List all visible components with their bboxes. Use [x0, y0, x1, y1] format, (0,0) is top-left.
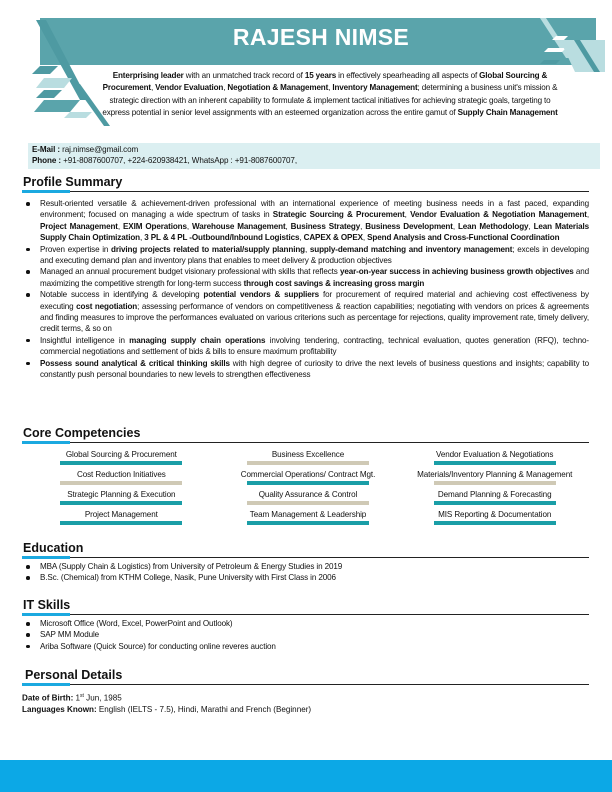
profile-bullet	[22, 358, 589, 381]
competency-bar	[434, 461, 556, 465]
text-segment: ,	[150, 83, 156, 93]
text-segment: involving tendering, contracting, technical evaluation, quotes generation (RFQ), techno-commercial negotiations and settlement of bids & bills to ensure maximum profitability	[40, 335, 589, 357]
highlight-text: CAPEX & OPEX	[303, 233, 363, 243]
section-divider	[22, 684, 589, 685]
section-divider	[22, 557, 589, 558]
competency-label: MIS Reporting & Documentation	[438, 510, 552, 519]
competency-label: Commercial Operations/ Contract Mgt.	[240, 470, 376, 479]
highlight-text: Vendor Evaluation	[155, 83, 224, 93]
highlight-text: 3 PL & 4 PL -Outbound/Inbound Logistics	[144, 233, 300, 243]
text-segment: ,	[362, 233, 368, 243]
highlight-text: Negotiation & Management	[227, 83, 329, 93]
section-title: Core Competencies	[23, 426, 141, 440]
competency-item	[401, 470, 588, 486]
dob-rest: Jun, 1985	[83, 693, 122, 703]
text-segment: ,	[452, 221, 458, 231]
highlight-text: Business Development	[365, 221, 453, 231]
text-segment: ,	[223, 83, 228, 93]
competency-item	[401, 510, 588, 526]
profile-summary-section	[22, 175, 589, 381]
dob-suffix: st	[80, 693, 84, 699]
text-segment: ,	[304, 244, 310, 254]
competency-item	[28, 450, 215, 466]
competency-bar	[434, 521, 556, 525]
text-segment: ,	[586, 210, 589, 220]
it-skills-section	[22, 598, 589, 652]
section-title: Personal Details	[25, 668, 123, 682]
competency-bar	[434, 481, 556, 485]
text-segment: ,	[285, 221, 291, 231]
competency-bar	[247, 521, 369, 525]
competency-label: Project Management	[84, 510, 158, 519]
competency-label: Cost Reduction Initiatives	[76, 470, 166, 479]
highlight-text: potential vendors & suppliers	[203, 290, 320, 300]
text-segment: ,	[528, 221, 534, 231]
languages-label: Languages Known:	[22, 704, 97, 714]
competency-bar	[247, 461, 369, 465]
highlight-text: Supply Chain Management	[457, 108, 558, 118]
contact-box	[28, 143, 600, 169]
it-skill-item: Ariba Software (Quick Source) for conducting online reveres auction	[22, 641, 589, 652]
text-segment: ; assessing performance of vendors on competitiveness & reaction capabilities; negotiating with vendors on prices & agreements and finding measures to improve the performances evaluated on various criterions such as percentage for rejections, quality improvement rate, timely delivery, credit terms, & so on	[40, 301, 589, 334]
competency-label: Strategic Planning & Execution	[67, 490, 176, 499]
highlight-text: Inventory Management	[332, 83, 418, 93]
highlight-text: Enterprising leader	[112, 71, 184, 80]
section-divider	[22, 191, 589, 192]
competency-label: Demand Planning & Forecasting	[437, 490, 552, 499]
highlight-text: Warehouse Management	[192, 221, 286, 231]
text-segment: Result-oriented versatile & achievement-driven professional with an international experience of meeting business needs in a fast paced, expanding environment; focused on managing a wide spectrum of tasks in	[40, 199, 589, 220]
competency-bar	[247, 501, 369, 505]
competency-item	[215, 450, 402, 466]
intro-summary	[100, 70, 560, 120]
text-segment: ,	[404, 210, 411, 220]
competency-item	[215, 490, 402, 506]
profile-bullet	[22, 244, 589, 267]
text-segment: Proven expertise in	[40, 244, 112, 254]
highlight-text: EXIM Operations	[123, 221, 187, 231]
highlight-text: managing supply chain operations	[129, 335, 266, 345]
profile-bullet	[22, 335, 589, 358]
competency-label: Team Management & Leadership	[249, 510, 367, 519]
section-divider	[22, 442, 589, 443]
text-segment: ,	[117, 221, 124, 231]
highlight-text: Possess sound analytical & critical thinking skills	[40, 358, 230, 368]
text-segment: ,	[299, 233, 304, 243]
text-segment: ; determining a business unit's mission & strategic direction with an inherent capability to formulate & implement tactical initiatives for achieving strategic goals, targeting to express potential in senior level assignments with an esteemed organization across the entire gamut of	[102, 83, 558, 118]
text-segment: Notable success in identifying & developing	[40, 290, 204, 300]
competency-bar	[60, 501, 182, 505]
languages-value: English (IELTS - 7.5), Hindi, Marathi and French (Beginner)	[96, 704, 312, 714]
competency-bar	[434, 501, 556, 505]
profile-bullet	[22, 289, 589, 335]
highlight-text: Spend Analysis and Cross-Functional Coordination	[367, 233, 560, 243]
phone-label: Phone :	[32, 156, 61, 165]
education-item: MBA (Supply Chain & Logistics) from University of Petroleum & Energy Studies in 2019	[22, 561, 589, 572]
section-title: IT Skills	[23, 598, 71, 612]
text-segment: with an unmatched track record of	[183, 71, 305, 80]
highlight-text: Vendor Evaluation & Negotiation Management	[410, 210, 587, 220]
highlight-text: year-on-year success in achieving business growth objectives	[339, 267, 574, 277]
competency-label: Quality Assurance & Control	[258, 490, 358, 499]
section-title: Education	[23, 541, 84, 555]
competency-item	[28, 510, 215, 526]
competency-item	[28, 490, 215, 506]
competency-label: Vendor Evaluation & Negotiations	[435, 450, 554, 459]
highlight-text: 15 years	[304, 71, 337, 80]
highlight-text: through cost savings & increasing gross margin	[243, 278, 425, 288]
competency-item	[215, 510, 402, 526]
education-item: B.Sc. (Chemical) from KTHM College, Nasik, Pune University with First Class in 2006	[22, 572, 589, 583]
competency-item	[401, 450, 588, 466]
section-divider	[22, 614, 589, 615]
text-segment: in effectively spearheading all aspects of	[336, 71, 480, 80]
competency-item	[28, 470, 215, 486]
profile-bullet	[22, 198, 589, 244]
text-segment: Insightful intelligence in	[40, 335, 130, 345]
highlight-text: supply-demand matching and inventory management	[309, 244, 513, 254]
education-section	[22, 541, 589, 584]
email-value: raj.nimse@gmail.com	[59, 145, 139, 154]
competencies-grid	[28, 450, 588, 526]
competency-item	[401, 490, 588, 506]
competency-item	[215, 470, 402, 486]
competency-bar	[60, 521, 182, 525]
text-segment: with high degree of curiosity to drive the next levels of business questions and insights; capability to constantly push personal boundaries to new levels to strengthen effectiveness	[40, 358, 589, 380]
personal-details-section	[22, 668, 589, 715]
highlight-text: Project Management	[40, 221, 118, 231]
phone-value: +91-8087600707, +224-620938421, WhatsApp : +91-8087600707,	[60, 156, 297, 165]
competency-bar	[60, 481, 182, 485]
text-segment: ,	[139, 233, 145, 243]
candidate-name: RAJESH NIMSE	[232, 24, 410, 50]
competency-label: Materials/Inventory Planning & Management	[417, 470, 573, 479]
core-competencies-section	[22, 426, 589, 443]
text-segment: ,	[328, 83, 333, 93]
text-segment: for procurement of required material and achieving cost effectiveness by executing	[40, 290, 589, 311]
competency-label: Global Sourcing & Procurement	[65, 450, 177, 459]
highlight-text: Global Sourcing & Procurement	[102, 71, 548, 93]
competency-label: Business Excellence	[271, 450, 345, 459]
highlight-text: Lean Methodology	[457, 221, 529, 231]
text-segment: and maximizing the competitive strength for long-term success	[40, 267, 589, 288]
it-skill-item: Microsoft Office (Word, Excel, PowerPoint and Outlook)	[22, 618, 589, 629]
competency-bar	[60, 461, 182, 465]
profile-bullets	[22, 198, 589, 381]
footer-bar	[0, 760, 612, 792]
text-segment: ; excels in developing and executing demand plan and inventory plans that enables to meet delivery & production objectives	[40, 244, 589, 266]
profile-bullet	[22, 266, 589, 289]
dob-day: 1	[73, 693, 81, 703]
text-segment: ,	[360, 221, 366, 231]
highlight-text: Lean Materials Supply Chain Optimization	[40, 221, 589, 243]
text-segment: ,	[186, 221, 192, 231]
highlight-text: driving projects related to material/supply planning	[111, 244, 305, 254]
highlight-text: Strategic Sourcing & Procurement	[272, 210, 405, 220]
email-label: E-Mail :	[32, 145, 60, 154]
highlight-text: cost negotiation	[76, 301, 138, 311]
it-skill-item: SAP MM Module	[22, 629, 589, 640]
competency-bar	[247, 481, 369, 485]
highlight-text: Business Strategy	[290, 221, 361, 231]
section-title: Profile Summary	[23, 175, 123, 189]
dob-label: Date of Birth:	[22, 693, 74, 703]
text-segment: Managed an annual procurement budget visionary professional with skills that reflects	[40, 267, 340, 277]
